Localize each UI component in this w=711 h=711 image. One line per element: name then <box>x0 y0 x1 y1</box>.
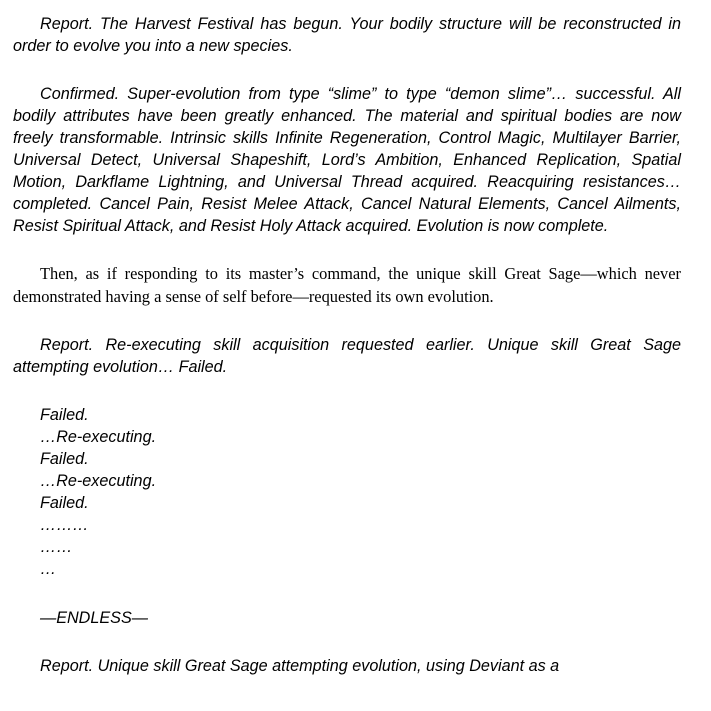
retry-line: …Re-executing. <box>40 472 157 490</box>
document-page <box>13 13 681 677</box>
retry-line: ……… <box>40 516 89 534</box>
retry-line: …Re-executing. <box>40 428 157 446</box>
evolution-confirmed-paragraph: Confirmed. Super-evolution from type “slime” to type “demon slime”… successful. All bodily attributes have been greatly enhanced. The material and spiritual bodies are now freely transformable. Intrinsic skills Infinite Regeneration, Control Magic, Multilayer Barrier, Universal Detect, Universal Shapeshift, Lord’s Ambition, Enhanced Replication, Spatial Motion, Darkflame Lightning, and Universal Thread acquired. Reacquiring resistances…completed. Cancel Pain, Resist Melee Attack, Cancel Natural Elements, Cancel Ailments, Resist Spiritual Attack, and Resist Holy Attack acquired. Evolution is now complete. <box>13 85 681 235</box>
narration-paragraph: Then, as if responding to its master’s command, the unique skill Great Sage—which never demonstrated having a sense of self before—requested its own evolution. <box>13 264 681 306</box>
report-harvest-festival-paragraph: Report. The Harvest Festival has begun. Your bodily structure will be reconstructed in order to evolve you into a new species. <box>13 15 681 55</box>
retry-line: Failed. <box>40 406 89 424</box>
retry-line: Failed. <box>40 450 89 468</box>
retry-line: … <box>40 560 57 578</box>
retry-line: Failed. <box>40 494 89 512</box>
endless-line: —ENDLESS— <box>40 609 148 627</box>
report-reexecuting-paragraph: Report. Re-executing skill acquisition requested earlier. Unique skill Great Sage attempting evolution… Failed. <box>13 336 681 376</box>
report-deviant-paragraph: Report. Unique skill Great Sage attempting evolution, using Deviant as a <box>40 657 560 675</box>
retry-log-block <box>13 404 681 580</box>
retry-line: …… <box>40 538 73 556</box>
